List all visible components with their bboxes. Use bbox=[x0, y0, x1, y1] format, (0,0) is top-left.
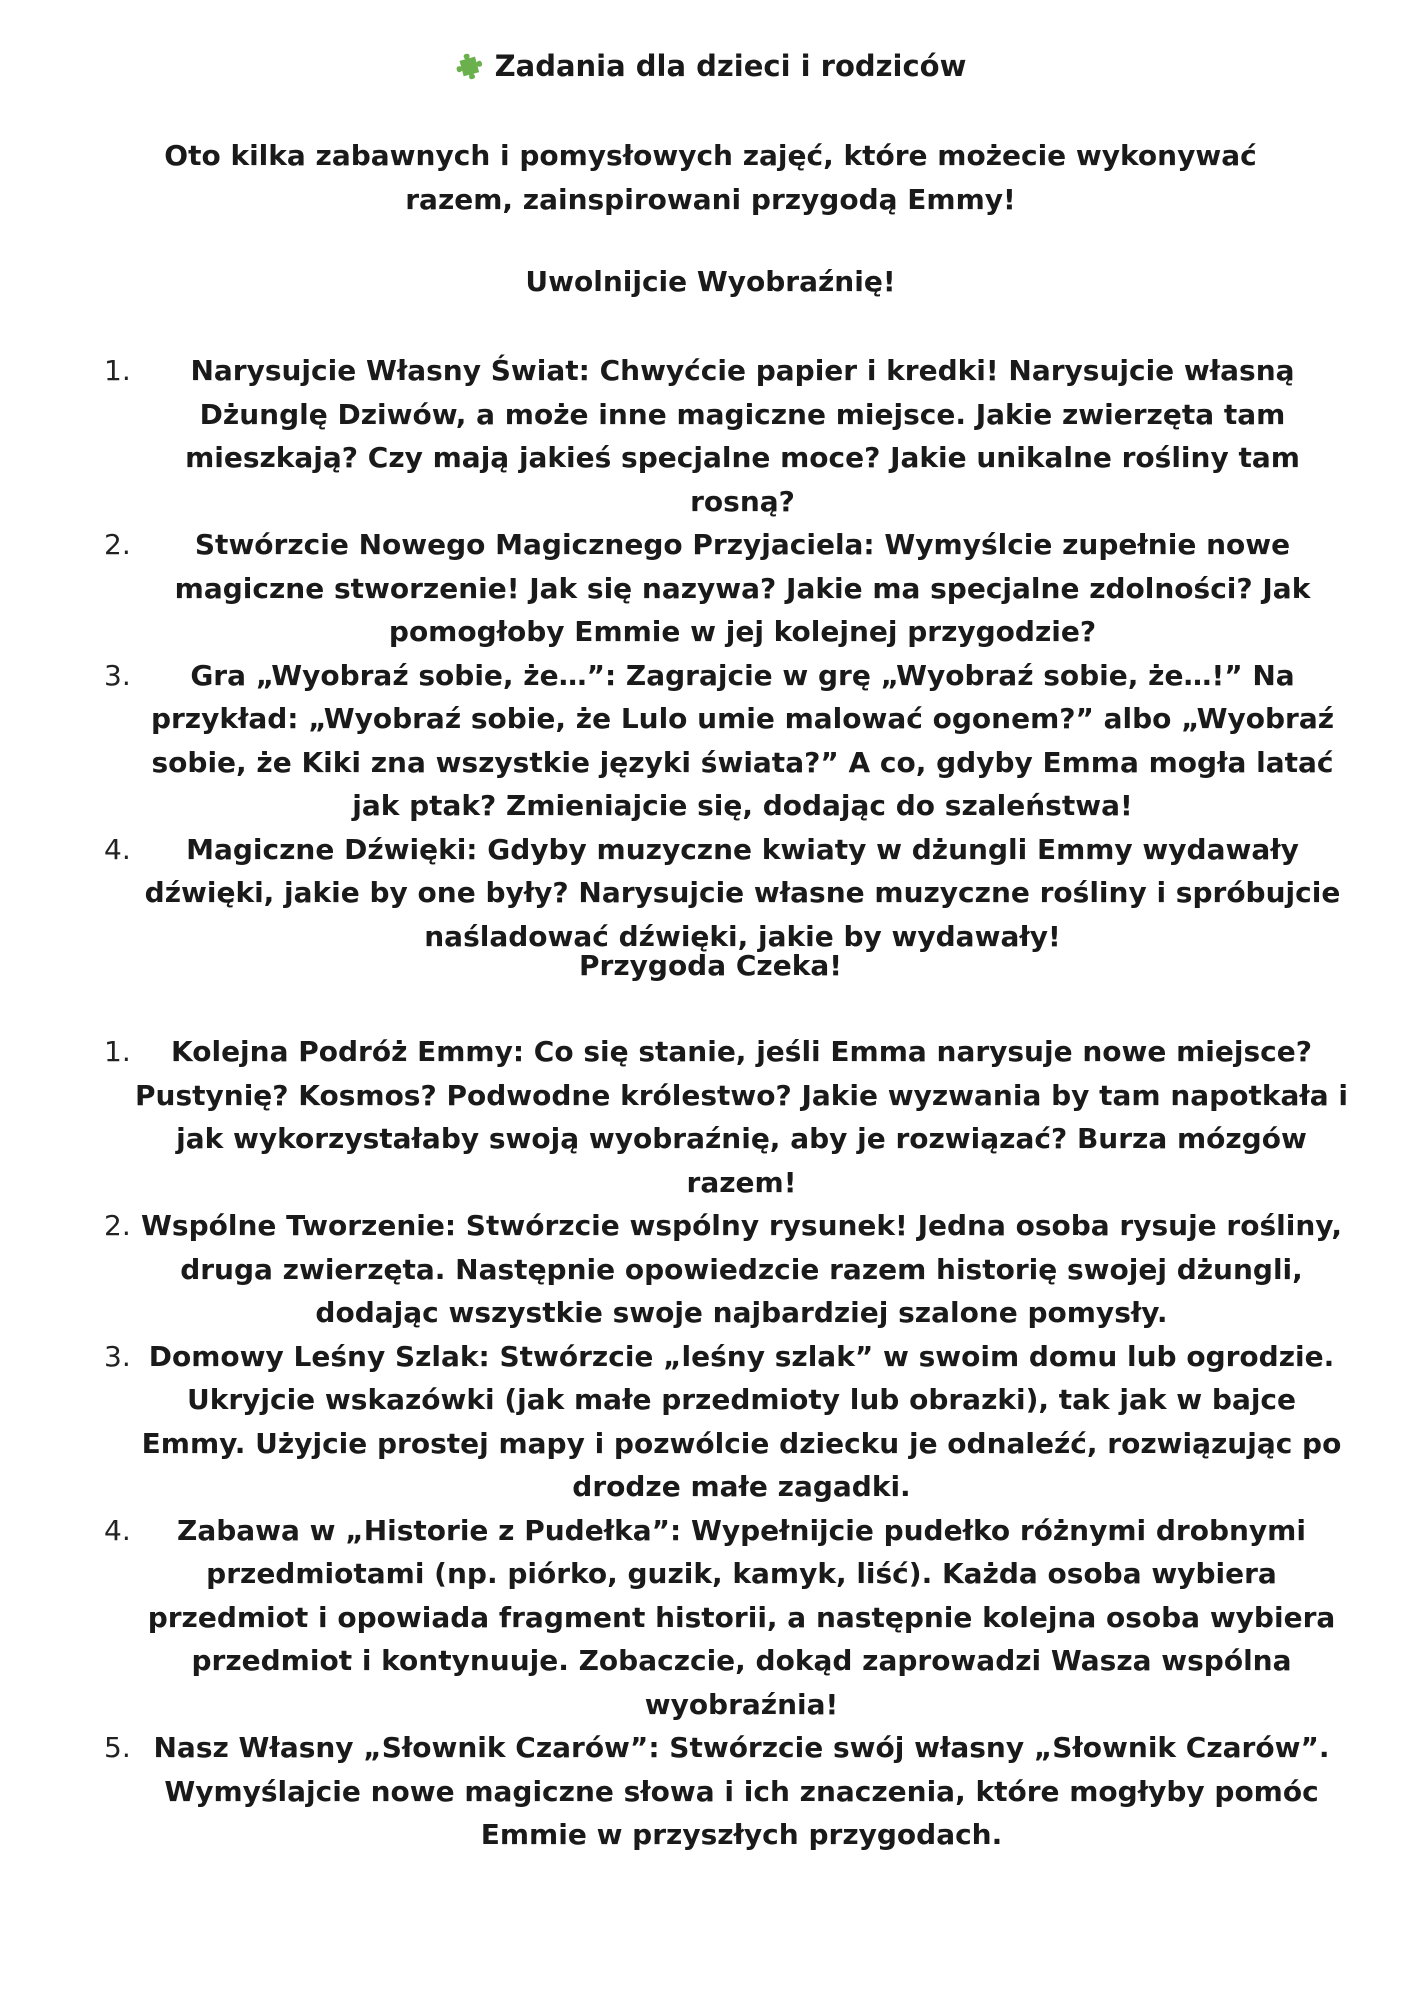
list-item-number: 5. bbox=[104, 1731, 131, 1764]
list-item bbox=[0, 349, 1421, 523]
section-heading-adventure: Przygoda Czeka! bbox=[579, 949, 842, 982]
list-item bbox=[0, 654, 1421, 828]
list-item bbox=[0, 1726, 1421, 1857]
list-item-number: 3. bbox=[104, 658, 131, 692]
list-item bbox=[0, 1335, 1421, 1509]
intro-paragraph: Oto kilka zabawnych i pomysłowych zajęć, które możecie wykonywać razem, zainspirowani przygodą Emmy! bbox=[164, 139, 1257, 216]
list-item-number: 4. bbox=[104, 832, 131, 866]
page-title bbox=[0, 46, 1421, 86]
puzzle-icon bbox=[455, 49, 487, 81]
list-item-text: Stwórzcie Nowego Magicznego Przyjaciela: Wymyślcie zupełnie nowe magiczne stworzenie! Jak się nazywa? Jakie ma specjalne zdolności? Jak pomogłoby Emmie w jej kolejnej przygodzie? bbox=[174, 528, 1311, 648]
section-heading-imagination: Uwolnijcie Wyobraźnię! bbox=[525, 265, 896, 298]
list-item-text: Wspólne Tworzenie: Stwórzcie wspólny rysunek! Jedna osoba rysuje rośliny, druga zwierzęta. Następnie opowiedzcie razem historię swojej dżungli, dodając wszystkie swoje najbardziej szalone pomysły. bbox=[141, 1209, 1342, 1329]
list-item-text: Gra „Wyobraź sobie, że…”: Zagrajcie w grę „Wyobraź sobie, że…!” Na przykład: „Wyobraź sobie, że Lulo umie malować ogonem?” albo „Wyobraź sobie, że Kiki zna wszystkie języki świata?” A co, gdyby Emma mogła latać jak ptak? Zmieniajcie się, dodając do szaleństwa! bbox=[150, 658, 1335, 822]
list-item bbox=[0, 1204, 1421, 1335]
list-item-number: 1. bbox=[104, 354, 131, 387]
list-item-text: Kolejna Podróż Emmy: Co się stanie, jeśli Emma narysuje nowe miejsce? Pustynię? Kosmos? Podwodne królestwo? Jakie wyzwania by tam napotkała i jak wykorzystałaby swoją wyobraźnię, aby je rozwiązać? Burza mózgów razem! bbox=[135, 1035, 1348, 1199]
list-item-number: 4. bbox=[104, 1513, 131, 1547]
page-title-text: Zadania dla dzieci i rodziców bbox=[494, 49, 967, 83]
activity-list-adventure bbox=[0, 1030, 1421, 1857]
list-item-number: 1. bbox=[104, 1035, 131, 1068]
list-item bbox=[0, 828, 1421, 959]
list-item bbox=[0, 523, 1421, 654]
list-item-text: Nasz Własny „Słownik Czarów”: Stwórzcie swój własny „Słownik Czarów”. Wymyślajcie nowe magiczne słowa i ich znaczenia, które mogłyby pomóc Emmie w przyszłych przygodach. bbox=[153, 1731, 1330, 1851]
list-item-number: 2. bbox=[104, 1209, 131, 1242]
list-item bbox=[0, 1509, 1421, 1727]
list-item-text: Zabawa w „Historie z Pudełka”: Wypełnijcie pudełko różnymi drobnymi przedmiotami (np. piórko, guzik, kamyk, liść). Każda osoba wybiera przedmiot i opowiada fragment historii, a następnie kolejna osoba wybiera przedmiot i kontynuuje. Zobaczcie, dokąd zaprowadzi Wasza wspólna wyobraźnia! bbox=[147, 1513, 1336, 1721]
list-item-text: Domowy Leśny Szlak: Stwórzcie „leśny szlak” w swoim domu lub ogrodzie. Ukryjcie wskazówki (jak małe przedmioty lub obrazki), tak jak w bajce Emmy. Użyjcie prostej mapy i pozwólcie dziecku je odnaleźć, rozwiązując po drodze małe zagadki. bbox=[141, 1339, 1342, 1503]
list-item-text: Magiczne Dźwięki: Gdyby muzyczne kwiaty w dżungli Emmy wydawały dźwięki, jakie by one były? Narysujcie własne muzyczne rośliny i spróbujcie naśladować dźwięki, jakie by wydawały! bbox=[144, 832, 1341, 953]
list-item-text: Narysujcie Własny Świat: Chwyćcie papier i kredki! Narysujcie własną Dżunglę Dziwów, a może inne magiczne miejsce. Jakie zwierzęta tam mieszkają? Czy mają jakieś specjalne moce? Jakie unikalne rośliny tam rosną? bbox=[185, 354, 1300, 518]
list-item-number: 2. bbox=[104, 528, 131, 561]
list-item-number: 3. bbox=[104, 1339, 131, 1373]
activity-list-imagination bbox=[0, 349, 1421, 958]
list-item bbox=[0, 1030, 1421, 1204]
